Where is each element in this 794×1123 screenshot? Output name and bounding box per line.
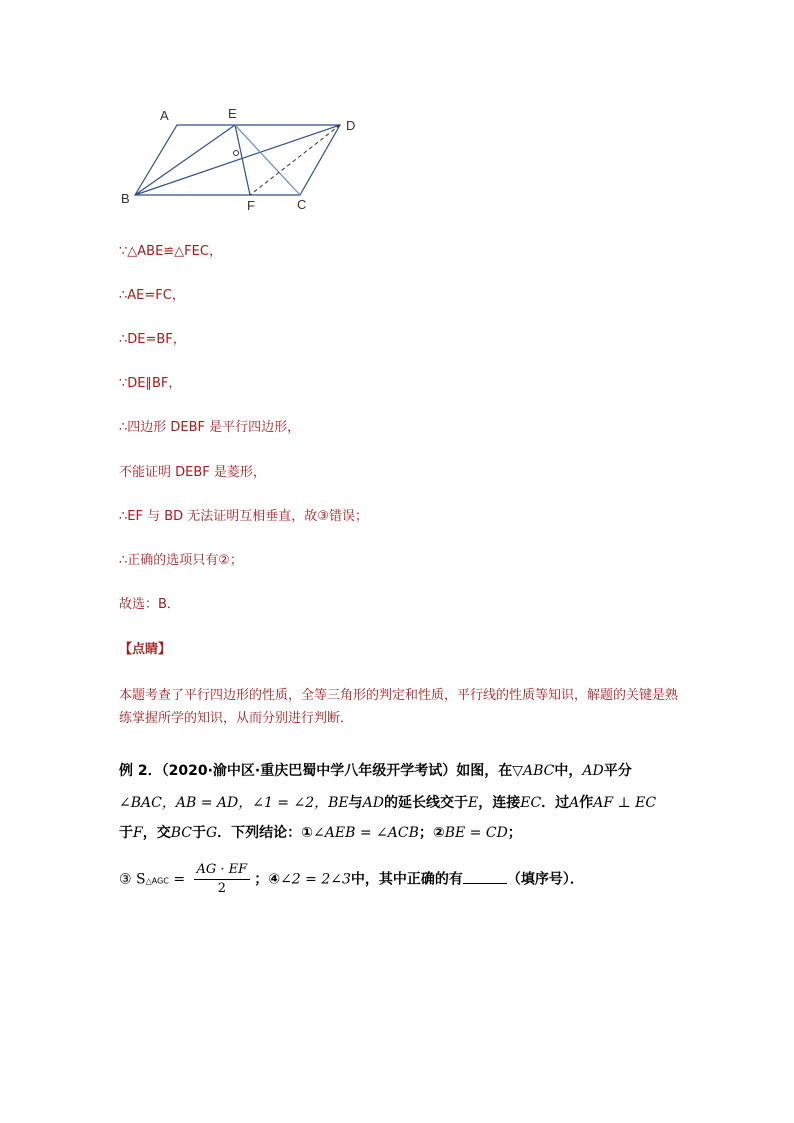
text: 作 xyxy=(579,795,594,811)
example-line-1 xyxy=(119,761,632,781)
segment-ec xyxy=(235,125,300,195)
label-a: A xyxy=(160,108,169,123)
text: （填序号）． xyxy=(506,871,584,888)
solution-line: ∴四边形 DEBF 是平行四边形， xyxy=(119,420,301,435)
text: 平分 xyxy=(603,763,632,779)
math-be: BE xyxy=(328,795,349,811)
math-a: A xyxy=(569,795,580,811)
math-angle-bac: ∠BAC xyxy=(119,795,162,811)
text: ．过 xyxy=(541,795,570,811)
label-f: F xyxy=(247,198,255,213)
example-line-4 xyxy=(119,861,584,898)
text: 于 xyxy=(191,825,206,841)
example-prefix: 例 2． xyxy=(119,763,162,779)
text: ； xyxy=(507,825,522,841)
math-af-perp-ec: AF ⊥ EC xyxy=(593,795,657,811)
math-f: F xyxy=(133,825,143,841)
math-conclusion-2: BE = CD xyxy=(444,825,508,841)
text: 与 xyxy=(348,795,363,811)
fraction-denominator: 2 xyxy=(217,881,226,896)
math-e: E xyxy=(467,795,479,811)
text: 于 xyxy=(119,825,133,841)
text: ．下列结论：① xyxy=(217,825,314,841)
text: ③ S xyxy=(119,871,146,888)
text: ，交 xyxy=(142,825,171,841)
example-source: （2020·渝中区·重庆巴蜀中学八年级开学考试） xyxy=(161,763,457,779)
point-o xyxy=(234,151,239,156)
math-equalities: ，AB = AD，∠1 = ∠2， xyxy=(161,795,329,811)
math-ad: AD xyxy=(362,795,384,811)
math-bc: BC xyxy=(170,825,192,841)
math-subscript: △AGC xyxy=(145,876,169,886)
answer-blank[interactable] xyxy=(463,869,507,884)
segment-be xyxy=(135,125,235,195)
solution-line: ∴DE=BF， xyxy=(119,332,186,347)
math-ec: EC xyxy=(520,795,542,811)
example-line-3 xyxy=(119,823,522,843)
math-conclusion-4: ∠2 = 2∠3 xyxy=(280,871,351,888)
fraction xyxy=(194,861,251,898)
label-c: C xyxy=(297,197,307,212)
example-line-2 xyxy=(119,793,656,813)
label-d: D xyxy=(346,118,356,133)
text: 如图，在 xyxy=(456,763,513,779)
parallelogram-figure xyxy=(115,100,375,215)
text: ；④ xyxy=(254,871,281,888)
segment-df-dashed xyxy=(250,125,340,195)
text: ；② xyxy=(418,825,445,841)
math-ad: AD xyxy=(582,763,604,779)
math-g: G xyxy=(205,825,218,841)
label-b: B xyxy=(121,191,130,206)
label-e: E xyxy=(228,106,237,121)
text: 中，其中正确的有 xyxy=(350,871,463,888)
solution-line: ∴正确的选项只有②； xyxy=(119,553,243,568)
math-conclusion-1: ∠AEB = ∠ACB xyxy=(313,825,419,841)
solution-answer: 故选：B． xyxy=(119,597,180,612)
comment-tag: 【点睛】 xyxy=(119,642,172,657)
comment-paragraph: 本题考查了平行四边形的性质，全等三角形的判定和性质，平行线的性质等知识，解题的关键是熟练掌握所学的知识，从而分别进行判断． xyxy=(119,688,679,726)
fraction-numerator: AG · EF xyxy=(194,861,251,880)
solution-line: ∵DE∥BF， xyxy=(119,376,182,391)
text: 中， xyxy=(554,763,583,779)
text: ，连接 xyxy=(478,795,521,811)
solution-line: ∵△ABE≌△FEC， xyxy=(119,244,222,259)
solution-line: ∴AE=FC， xyxy=(119,288,185,303)
solution-line: ∴EF 与 BD 无法证明互相垂直，故③错误； xyxy=(119,509,368,524)
solution-line: 不能证明 DEBF 是菱形， xyxy=(119,465,266,480)
text: 的延长线交于 xyxy=(383,795,468,811)
math-triangle-abc: ▽ABC xyxy=(512,763,555,779)
text: = xyxy=(168,871,190,888)
